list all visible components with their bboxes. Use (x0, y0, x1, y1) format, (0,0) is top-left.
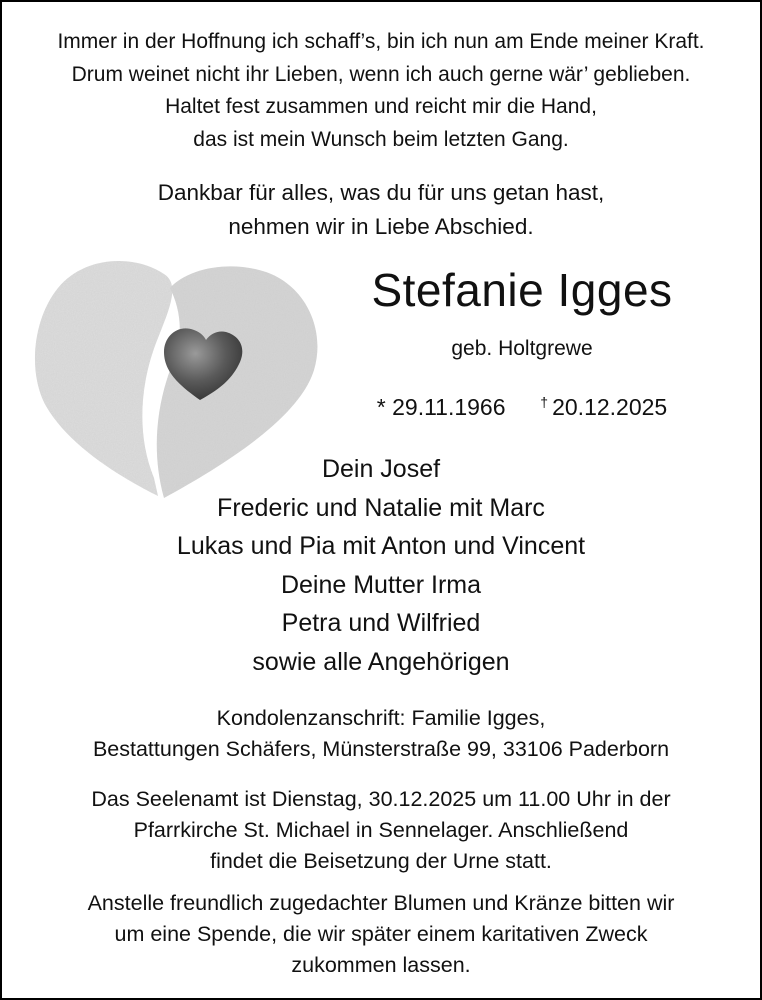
mourners-list (2, 450, 760, 681)
thanks-line-2: nehmen wir in Liebe Abschied. (228, 214, 534, 239)
condolence-address (2, 703, 760, 765)
life-dates (302, 386, 742, 423)
service-line-2: Pfarrkirche St. Michael in Sennelager. Anschließend (133, 818, 629, 842)
service-line-1: Das Seelenamt ist Dienstag, 30.12.2025 um 11.00 Uhr in der (91, 787, 671, 811)
death-cross-icon: † (540, 394, 549, 410)
mourner-line: Lukas und Pia mit Anton und Vincent (176, 532, 586, 560)
poem-line-3: Haltet fest zusammen und reicht mir die Hand, (165, 95, 597, 118)
poem-line-4: das ist mein Wunsch beim letzten Gang. (193, 127, 569, 151)
service-line-3: findet die Beisetzung der Urne statt. (210, 849, 552, 873)
mourner-line: sowie alle Angehörigen (252, 647, 510, 676)
address-line-1: Kondolenzanschrift: Familie Igges, (216, 706, 546, 730)
poem (2, 26, 760, 156)
deceased-name: Stefanie Igges (371, 264, 673, 316)
mourner-line: Deine Mutter Irma (280, 570, 482, 599)
mourner-line: Petra und Wilfried (281, 609, 481, 637)
service-info (2, 784, 760, 877)
poem-line-1: Immer in der Hoffnung ich schaff’s, bin ich nun am Ende meiner Kraft. (57, 30, 705, 53)
donation-note (2, 888, 760, 981)
donation-line-2: um eine Spende, die wir später einem karitativen Zweck (114, 922, 648, 946)
donation-line-1: Anstelle freundlich zugedachter Blumen und Kränze bitten wir (87, 891, 675, 915)
donation-line-3: zukommen lassen. (291, 953, 471, 977)
birth-date: 29.11.1966 (392, 394, 506, 420)
address-line-2: Bestattungen Schäfers, Münsterstraße 99, 33106 Paderborn (92, 737, 670, 761)
mourner-line: Frederic und Natalie mit Marc (217, 493, 545, 522)
death-date: 20.12.2025 (552, 394, 668, 420)
thanks-line-1: Dankbar für alles, was du für uns getan hast, (157, 180, 605, 205)
birth-name: geb. Holtgrewe (451, 337, 593, 360)
thanks-text (2, 176, 760, 244)
mourner-line: Dein Josef (321, 455, 441, 483)
birth-symbol: * (376, 394, 386, 420)
poem-line-2: Drum weinet nicht ihr Lieben, wenn ich auch gerne wär’ geblieben. (71, 62, 691, 86)
